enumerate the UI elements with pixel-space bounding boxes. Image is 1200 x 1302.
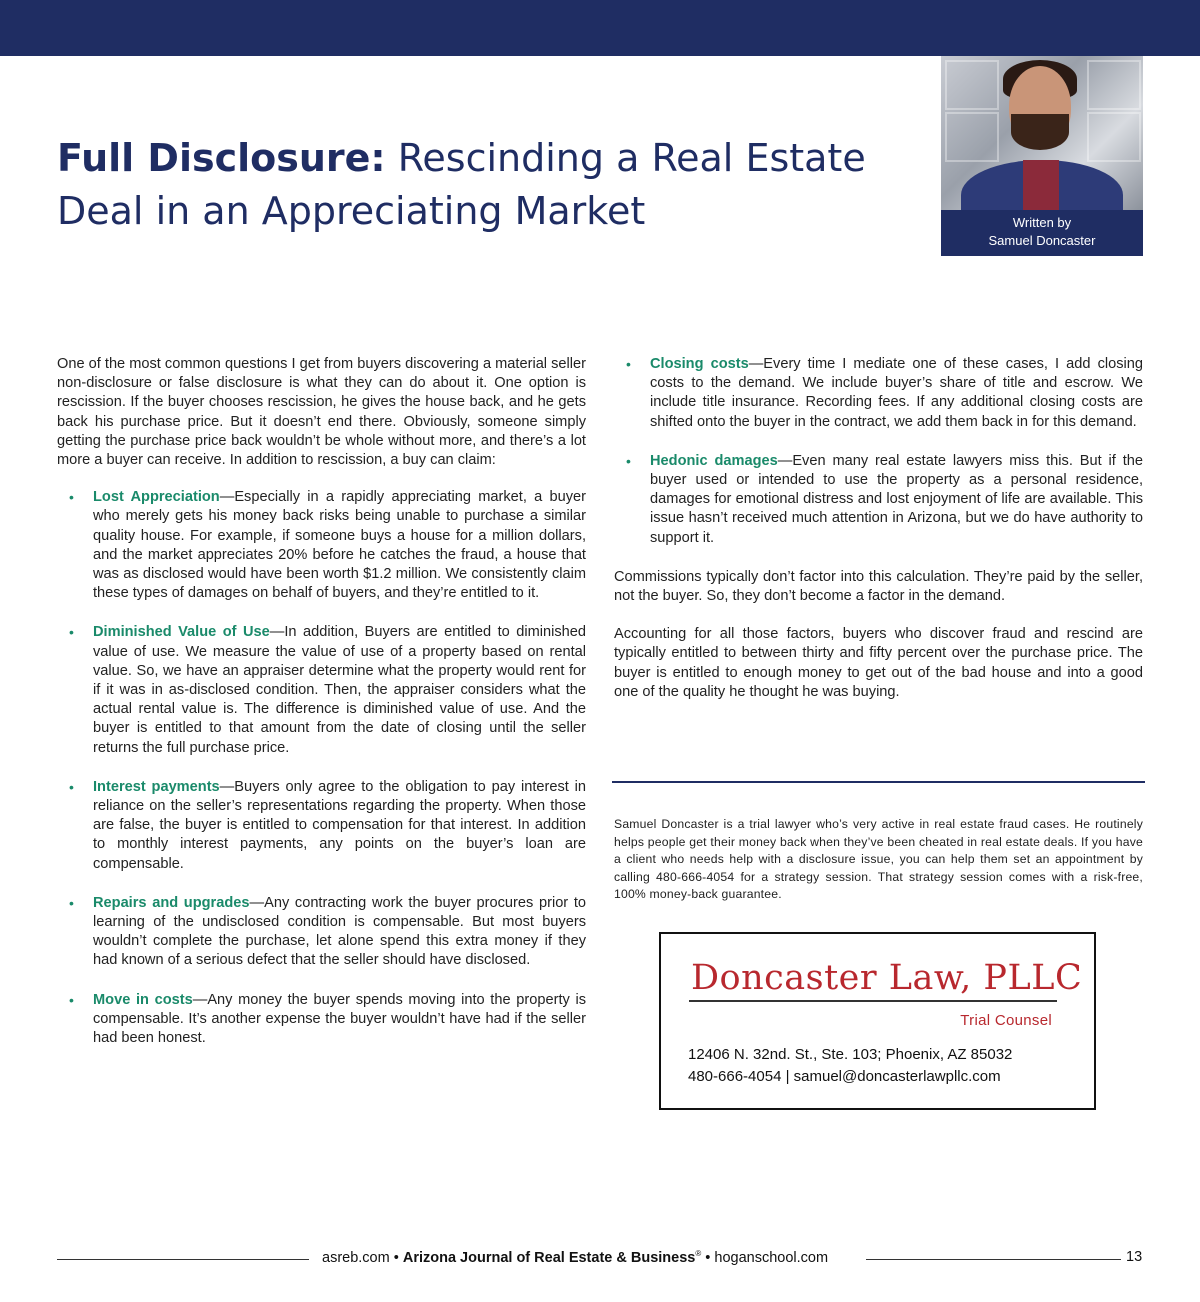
firm-phone-email: 480-666-4054 | samuel@doncasterlawpllc.com <box>688 1068 1001 1085</box>
item-text: —Every time I mediate one of these cases, I add closing costs to the demand. We include buyer’s share of title and escrow. We include title insurance. Recording fees. If any additional closing costs are shifted onto the buyer in the contract, we add them back in for this demand. <box>650 356 1144 430</box>
registered-mark: ® <box>695 1249 702 1258</box>
item-term: Repairs and upgrades <box>93 894 250 911</box>
page-footer: asreb.com • Arizona Journal of Real Estate & Business® • hoganschool.com <box>322 1249 829 1266</box>
item-text: —Even many real estate lawyers miss this. But if the buyer used or intended to use the property as a personal residence, damages for emotional distress and lost enjoyment of life are available. This issue hasn’t received much attention in Arizona, but we do have authority to support it. <box>650 452 1143 546</box>
list-item: • Closing costs—Every time I mediate one of these cases, I add closing costs to the demand. We include buyer’s share of title and escrow. We include title insurance. Recording fees. If any additional closing costs are shifted onto the buyer in the contract, we add them back in for this demand. <box>626 356 1144 430</box>
item-term: Hedonic damages <box>650 452 778 469</box>
list-item: • Repairs and upgrades—Any contracting work the buyer procures prior to learning of the undisclosed condition is compensable. But most buyers wouldn’t complete the purchase, let alone spend this extra money if they had known of a serious defect that the seller should have disclosed. <box>69 894 587 969</box>
author-bio: Samuel Doncaster is a trial lawyer who’s very active in real estate fraud cases. He routinely helps people get their money back when they’ve been cheated in real estate deals. If you have a client who needs help with a disclosure issue, you can help them set an appointment by calling 480-666-4054 for a strategy session. That strategy session comes with a risk-free, 100% money-back guarantee. <box>614 817 1143 901</box>
item-text: —Buyers only agree to the obligation to pay interest in reliance on the seller’s representations regarding the property. When those are false, the buyer is entitled to compensation for that interest. In addition to monthly interest payments, any points on the buyer’s loan are compensable. <box>93 778 586 872</box>
item-text: —In addition, Buyers are entitled to diminished value of use. We measure the value of use of a property based on rental value. So, we have an appraiser determine what the property would rent for if it was in as-disclosed condition. Then, the appraiser considers what the actual rental value is. The difference is diminished value of use. And the buyer is entitled to that amount from the date of closing until the seller returns the full purchase price. <box>93 624 587 756</box>
list-item: • Lost Appreciation—Especially in a rapidly appreciating market, a buyer who merely gets his money back risks being unable to purchase a similar quality house. For example, if someone buys a house for a million dollars, and the market appreciates 20% before he catches the fraud, a house that was as disclosed would have been worth $1.2 million. We consistently claim these types of damages on behalf of buyers, and they’re entitled to it. <box>69 489 587 602</box>
list-item: • Hedonic damages—Even many real estate lawyers miss this. But if the buyer used or intended to use the property as a personal residence, damages for emotional distress and lost enjoyment of life are available. This issue hasn’t received much attention in Arizona, but we do have authority to support it. <box>626 452 1143 546</box>
item-text: —Any contracting work the buyer procures prior to learning of the undisclosed condition is compensable. But most buyers wouldn’t complete the purchase, let alone spend this extra money if they had known of a serious defect that the seller should have disclosed. <box>93 894 587 969</box>
list-item: • Interest payments—Buyers only agree to the obligation to pay interest in reliance on the seller’s representations regarding the property. When those are false, the buyer is entitled to compensation for that interest. In addition to monthly interest payments, any points on the buyer’s loan are compensable. <box>69 778 586 872</box>
section-divider <box>612 781 1145 783</box>
claims-list-continued <box>614 355 1143 548</box>
law-firm-ad <box>659 932 1096 1110</box>
left-column <box>57 355 586 1068</box>
footer-site-left[interactable]: asreb.com <box>322 1249 390 1266</box>
item-term: Lost Appreciation <box>93 489 220 506</box>
byline-name: Samuel Doncaster <box>988 233 1096 248</box>
article-title <box>57 132 917 238</box>
item-term: Diminished Value of Use <box>93 624 270 641</box>
author-photo <box>941 56 1143 210</box>
commissions-paragraph: Commissions typically don’t factor into this calculation. They’re paid by the seller, not the buyer. So, they don’t become a factor in the demand. <box>614 568 1143 605</box>
list-item: • Diminished Value of Use—In addition, Buyers are entitled to diminished value of use. We measure the value of use of a property based on rental value. So, we have an appraiser determine what the property would rent for if it was in as-disclosed condition. Then, the appraiser considers what the actual rental value is. The difference is diminished value of use. And the buyer is entitled to that amount from the date of closing until the seller returns the full purchase price. <box>69 624 587 756</box>
top-banner <box>0 0 1200 56</box>
page-number: 13 <box>1126 1249 1143 1265</box>
title-rest: Rescinding a Real Estate Deal in an Appreciating Market <box>57 136 866 233</box>
summary-paragraph: Accounting for all those factors, buyers who discover fraud and rescind are typically entitled to between thirty and fifty percent over the purchase price. The buyer is entitled to enough money to get out of the bad house and into a good one of the quality he thought he was buying. <box>614 626 1143 700</box>
byline-label: Written by <box>1012 215 1072 230</box>
footer-site-right[interactable]: hoganschool.com <box>714 1249 829 1266</box>
list-item: • Move in costs—Any money the buyer spends moving into the property is compensable. It’s another expense the buyer wouldn’t have had if the seller had been honest. <box>69 991 586 1047</box>
title-bold: Full Disclosure: <box>57 136 386 180</box>
item-term: Move in costs <box>93 991 193 1008</box>
intro-paragraph: One of the most common questions I get from buyers discovering a material seller non-disclosure or false disclosure is what they can do about it. One option is rescission. If the buyer chooses rescission, he gives the house back, and he gets back his purchase price. But it doesn’t end there. Obviously, someone simply getting the purchase price back wouldn’t be whole without more, and there’s a lot more a buyer can receive. In addition to rescission, a buy can claim: <box>57 356 586 469</box>
item-text: —Any money the buyer spends moving into the property is compensable. It’s another expense the buyer wouldn’t have had if the seller had been honest. <box>93 991 586 1047</box>
right-column <box>614 355 1143 702</box>
author-byline <box>941 210 1143 256</box>
item-text: —Especially in a rapidly appreciating market, a buyer who merely gets his money back risks being unable to purchase a similar quality house. For example, if someone buys a house for a million dollars, and the market appreciates 20% before he catches the fraud, a house that was as disclosed would have been worth $1.2 million. We consistently claim these types of damages on behalf of buyers, and they’re entitled to it. <box>93 489 587 602</box>
firm-tagline: Trial Counsel <box>960 1012 1052 1029</box>
claims-list <box>57 488 586 1048</box>
firm-contact <box>688 1044 1012 1088</box>
footer-journal: Arizona Journal of Real Estate & Business <box>402 1249 696 1266</box>
item-term: Interest payments <box>93 778 220 795</box>
footer-rule-left <box>57 1259 309 1260</box>
footer-rule-right <box>866 1259 1121 1260</box>
item-term: Closing costs <box>650 356 749 372</box>
firm-name: Doncaster Law, PLLC <box>691 958 1083 998</box>
firm-underline <box>689 1000 1057 1002</box>
firm-address: 12406 N. 32nd. St., Ste. 103; Phoenix, AZ 85032 <box>688 1046 1013 1063</box>
